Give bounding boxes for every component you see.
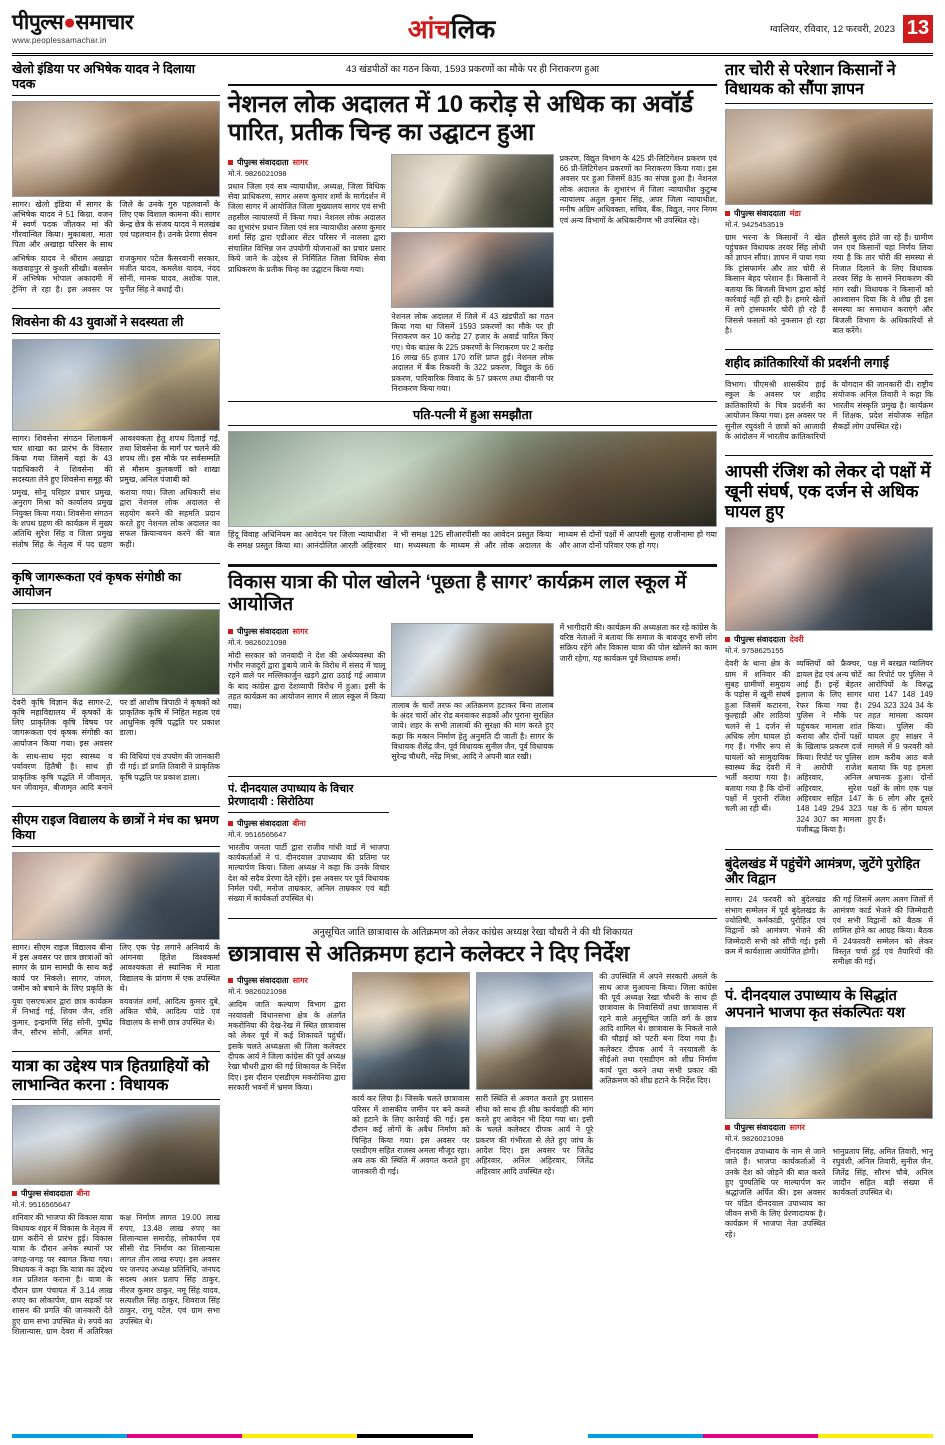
byline [228,818,389,829]
article-deendayal-yash [725,988,933,1240]
article-body-col1: देवरी के थाना क्षेत्र के ग्राम में शनिवार की सुबह ग्रामीणों समुदाय के पड़ोस में खूनी संघर्ष हुआ जिसमें कटारना, कुल्हाड़ी और लाठियां चलने से 1 दर्जन से अधिक लोग घायल हो गए हैं। गंभीर रूप से घायलों को सामुदायिक स्वास्थ्य केंद्र देवरी में भर्ती कराया गया है। बताया गया है कि दोनों पक्षों में पुरानी रंजिश चली आ रही थी। [725,659,791,814]
byline-label: पीपुल्स संवाददाता [237,818,289,828]
photo-athletes-podium [12,101,220,197]
article-headline: यात्रा का उद्देश्य पात्र हितग्राहियों को लाभान्वित करना : विधायक [12,1058,220,1100]
reporter-phone: मो.नं. 9826021098 [228,168,287,178]
article-kicker: अनुसूचित जाति छात्रावास के अतिक्रमण को लेकर कांग्रेस अध्यक्ष रेखा चौधरी ने की थी शिकायत [312,926,633,938]
article-shivsena [12,315,220,550]
article-body-col1: आदिम जाति कल्याण विभाग द्वारा नरयावली विधानसभा क्षेत्र के अंतर्गत मकरोनिया की देख-रेख में स्थित छात्रावास को लेकर पूर्व में कई शिकायतें पहुंचीं। इसके चलते अध्यक्षता श्री जिला कलेक्टर दीपक आर्य ने जिला कांग्रेस की पूर्व अध्यक्ष रेखा चौधरी द्वारा की गई शिकायत के निर्देश दिए। इस दौरान एसडीएम मकरोनिया द्वारा सरकारी भवनों में भ्रमण किया। [228,1000,346,1093]
article-headline: शिवसेना की 43 युवाओं ने सदस्यता ली [12,315,220,334]
photo-farmers-seminar [12,609,220,695]
article-body-col3: सारी स्थिति से अवगत कराते हुए प्रशासन सीधा को साथ ही शीघ्र कार्यवाही की मांग करते हुए आवेदन भी दिया गया था। इसी के चलते कलेक्टर दीपक आर्य ने पूरे प्रकरण की गंभीरता से लेते हुए जांच के आदेश दिए। इस अवसर पर जितेंद्र अहिरवार, अनिल अहिरवार, जितेंद्र अहिरवार आदि उपस्थित रहे। [475,1094,594,1176]
byline [228,157,385,168]
divider [228,564,717,567]
byline-city: सागर [292,626,308,636]
page-content-grid [12,62,933,1430]
article-body-col2: हौसले बुलंद होते जा रहे हैं। ग्रामीण जन एवं किसानों यहां निर्णय लिया गया है कि तार चोरी की समस्या से निजात दिलाने के लिए विधायक तरवर सिंह के सामने निराकरण की मांग रखी। विधायक ने किसानों को आश्वासन दिया कि वे शीघ्र ही इस समस्या का समाधान कराएंगे और बिजली विभाग के अधिकारियों से बात करेंगे। [832,232,933,335]
divider [228,401,717,402]
article-cm-rise-school [12,813,220,1038]
byline-bullet-icon [228,821,233,826]
article-headline: पं. दीनदयाल उपाध्याय के सिद्धांत अपनाने भाजपा कृत संकल्पितः यश [725,987,905,1021]
photo-hospital-injured [725,527,933,631]
divider [725,849,933,850]
article-poochta-hai-sagar [228,572,717,763]
byline [228,975,346,986]
byline-label: पीपुल्स संवाददाता [237,157,289,167]
article-chhatravas-atikraman [228,925,717,1177]
masthead [12,10,933,56]
divider [12,308,220,309]
photo-bjp-workers [725,1027,933,1119]
article-caption: सागर। शिवसेना संगठन शिलाकर्म चार शाखा का प्रारंभ के विस्तार किया गया जिसमें यहां के 43 पदाधिकारी ने शिवसेना की सदस्यता लेने हुए शिवसेना समूह की आवश्यकता हेतु शपथ दिलाई गई, तथा शिवसेना के मार्ग पर चलने की शपथ ली। इस मौके पर सर्वसम्मति से मौसम कुलकर्णी को शाखा प्रमुख, अनिल पंजाबी को [12,433,220,484]
article-body: शनिवार की भाजपा की विकास यात्रा विधायक शहर में विकास के नेतृत्व में ग्राम करीने से प्रारंभ हुई। विकास यात्रा के दौरान अनेक स्थानों पर जगह-जगह पर स्वागत किया गया। विधायक ने कहा कि यात्रा का उद्देश्य शत प्रतिशत कराना है। यात्रा के दौरान ग्राम पंचायत में 3.14 लाख रुपए का लोकार्पण, ग्राम सड़कों पर शासन की प्रगति की जानकारी देते हुए ग्राम सभा उपस्थित थे। रुपये का शिलान्यास, ग्राम देवरा में अतिरिक्त कक्ष निर्माण लागत 19.00 लाख रुपए, 13.48 लाख रुपए का शिलान्यास समारोह, लोकार्पण एवं सीसी रोड निर्माण का शिलान्यास लागत तीन लाख रुपए। इस अवसर पर जनपद अध्यक्ष प्रतिनिधि, जनपद सदस्य अशर प्रताप सिंह ठाकुर, नीरज कुमार ठाकुर, नमू सिंह यादव, सत्यशील सिंह ठाकुर, शिवराज सिंह ठाकुर, रामू पटेल, एवं ग्राम सभा उपस्थित थे। [12,1213,220,1337]
photo-hostel-encroachment [352,972,470,1090]
divider [12,806,220,807]
divider [725,349,933,350]
lead-col-right [560,154,717,395]
article-body: के साथ-साथ मृदा स्वास्थ्य व पर्यावरण हितैषी है। साथ ही प्राकृतिक कृषि पद्धति में जीवामृत, घन जीवामृत, बीजामृत आदि बनाने की विधियां एवं उपयोग की जानकारी दी गई। डॉ प्रगति तिवारी ने प्राकृतिक कृषि पद्धति पर प्रकाश डाला। [12,751,220,792]
divider [725,981,933,982]
reporter-phone: मो.नं. 9826021098 [228,637,287,647]
left-column [12,62,220,1430]
byline-city: सागर [292,157,308,167]
page-number: 13 [903,15,933,43]
logo-dot: ● [63,11,76,34]
divider [228,918,717,919]
article-body: प्रमुख, सोनू परिहार प्रचार प्रमुख, अनुराग मिश्रा को कार्यालय प्रमुख नियुक्त किया गया। शिवसेना संगठन के शपथ ग्रहण की कार्यक्रम में मुख्य अतिथि सुरेश सिंह व जिला प्रमुख संतोष सिंह के नेतृत्व में पद ग्रहण कराया गया। जिला अधिकारी संध द्वारा नेशनल लोक अदालत से सहयोग करने की सहमति प्रदान करते हुए नेशनल लोक अदालत का सफल क्रियान्वयन करने की बात कही। [12,488,220,549]
publication-url[interactable]: www.peoplessamachar.in [12,36,107,45]
photo-students-visit [12,852,220,940]
lead-body-col3: प्रकरण, विद्युत विभाग के 425 प्री-लिटिगेशन प्रकरण एवं 66 प्री-लिटिगेशन प्रकरणों का निराकरण किया गया। इस अवसर पर हुआ जिसमें 835 का संपन्न हुआ है। नेशनल लोक अदालत के शुभारंभ में जिला न्यायाधीश कुटुम्ब न्यायालय अतुल कुमार सिंह, अपर जिला न्यायाधीश, मनीष अग्रिम अधिवक्ता, सचिव, बैंक, विद्युत, नगर निगम एवं अन्य विभागों के अधिकारीगण भी उपस्थित रहे। [559,153,717,225]
photo-lok-adalat-emblem [391,232,553,308]
article-body-col1: सागर। 24 फरवरी को बुंदेलखंड संभाग सम्मेलन में पूर्व बुंदेलखंड के ज्योतिषी, कर्मकांडी, पुरोहित एवं विद्वानों को आमंत्रण भेजने की जिम्मेदारी सभी को सौंपी गई। इसी क्रम में कार्यशाला आयोजित होगी। [725,895,826,956]
lead-col-left [228,154,385,395]
article-yatra-uddeshya [12,1058,220,1337]
article-body: युवा एसएचआर द्वारा छात्र कार्यक्रम में निभाई गई, शिवम जैन, शशि कुमार, इन्द्रमणि सिंह सोनी, पुष्पेंद्र जैन, सौरभ सोनी, अमित शर्मा, वयवजंत शर्मा, आदित्य कुमार दुबे, अंकित चौबे, आदित्य पांडे एवं विद्यालय के सभी छात्र उपस्थित थे। [12,996,220,1038]
article-headline: कृषि जागरूकता एवं कृषक संगोष्ठी का आयोजन [12,570,220,604]
byline-label: पीपुल्स संवाददाता [734,208,786,218]
byline [725,1122,933,1133]
article-headline: पति-पत्नी में हुआ समझौता [228,408,717,427]
byline-label: पीपुल्स संवाददाता [734,1122,786,1132]
photo-inauguration-ribbon [391,154,553,228]
byline-bullet-icon [725,637,730,642]
article-headline: खेलो इंडिया पर अभिषेक यादव ने दिलाया पदक [12,62,220,96]
reporter-phone: मो.नं. 9826021098 [725,1133,784,1143]
article-body-col1: मोदी सरकार को जनवादी ने देश की अर्थव्यवस्था की गंभीर मजदूरों द्वारा डुबाये जाने के विरोध में संसद में चालू रहने वाले पर मल्लिकार्जुन खड़गे द्वारा उठाई गई आवाज के बाद कांग्रेस द्वारा देशव्यापी विरोध में हुआ। इसी के तहत कार्यक्रम का आयोजन सागर में लाल स्कूल में किया गया। [228,650,386,712]
lead-col-photos [391,154,553,395]
logo-main: पीपुल्स [12,11,64,34]
lead-body-col1: प्रधान जिला एवं सत्र न्यायाधीश, अध्यक्ष, जिला विधिक सेवा प्राधिकरण, सागर अरुण कुमार शर्मा के मार्गदर्शन में जिला सागर में आयोजित जिला मुख्यालय सागर एवं सभी तहसील न्यायालयों में किया गया। नेशनल लोक अदालत का शुभारंभ प्रधान जिला एवं सत्र न्यायाधीश अरुण कुमार शर्मा सिंह द्वारा एडीआर सेंटर परिसर में नालसा द्वारा संचालित विभिन्न जन उपयोगी योजनाओं का प्रचार प्रसार किये जाने के उद्देश्य से निर्मितित जिला विधिक सेवा प्राधिकरण के प्रतीक चिन्ह का उद्घाटन किया गया। [228,181,386,274]
reporter-phone: मो.नं. 9425453519 [725,219,784,229]
reporter-phone: मो.नं. 9516565647 [12,1200,71,1210]
article-body-col3: पक्ष में बरखत ग्वालियर का रिपोर्ट पर पुलिस ने आरोपियों के विरुद्ध धारा 147 148 149 294 323 324 34 के तहत मामला कायम किया। पुलिस की घायल हुए साक्षर ने मामले में 9 फरवरी को शाम करीब आठ बजे बताया कि यह हमला अचानक हुआ। दोनों पक्षों के लोग एक पक्ष के 6 लोग और दूसरे पक्ष के 6 लोग घायल हुए हैं। [867,659,933,824]
reporter-phone: मो.नं. 9826021098 [228,987,287,997]
article-caption: सागर। सीएम राइज विद्यालय बीना में इस अवसर पर छात्र छात्राओं को सागर के ग्राम सामग्री के साथ कई कार्य पर निकले। सागर, जंगल, जमीन को बचाने के लिए प्रकृति के लिए एक पेड़ लगाने अनिवार्य के आंगनवा हितेश विश्वकर्मा आवश्यकता से स्थानिक में माता विद्यालय के प्रांगण में एक उपस्थित थे। [12,942,220,993]
byline-bullet-icon [228,629,233,634]
article-body-col2: तालाब के चारों तरफ का अतिक्रमण हटाकर बिना तालाब के अंदर चारों ओर रोड बनवाकर सड़कों और पुराना सुरक्षित जाये। शहर के सभी तालाबों की सुरक्षा की मांग करते हुए कहा कि मकान निर्माण हेतु अनुमति दी जाती है। सागर के विधायक शैलेंद्र जैन, पूर्व विधायक सुनील जैन, पूर्व विधायक सुरेन्द्र चौधरी, नरेंद्र मिश्रा, आदि ने अपनी बात रखी। [391,700,554,762]
photo-farmers-memorandum [725,109,933,205]
article-body-col2: कार्य कर लिया है। जिसके चलते छात्रावास परिसर में शासकीय जमीन पर बने कब्जे को हटाने के लिए कार्रवाई की गई। इस दौरान कई लोगों के अवैध निर्माण को चिन्हित किया गया। इस अवसर पर एसडीएम सहित राजस्व अमला मौजूद रहा। अब तक की स्थिति में अवगत कराते हुए जानकारी दी गई। [351,1094,470,1176]
byline [12,1188,220,1199]
article-bundelkhand-aamantran [725,856,933,968]
byline-city: मंडा [789,208,801,218]
article-headline: छात्रावास से अतिक्रमण हटाने कलेक्टर ने दिए निर्देश [228,940,630,966]
photo-hostel-site-visit [476,972,594,1090]
byline-bullet-icon [228,160,233,165]
article-body-col2: भानुप्रताप सिंह, अमित तिवारी, भानु रघुवंशी, अनिल तिवारी, सुनील जैन, जितेंद्र सिंह, सौरभ चौबे, अनिल जादौन सहित बड़ी संख्या में कार्यकर्ता उपस्थित थे। [832,1146,933,1198]
article-deendayal-sirothiya [228,783,389,905]
lead-headline: नेशनल लोक अदालत में 10 करोड़ से अधिक का अवॉर्ड पारित, प्रतीक चिन्ह का उद्घाटन हुआ [228,91,694,146]
article-caption: देवरी कृषि विज्ञान केंद्र सागर-2, कृषि महाविद्यालय में कृषकों के लिए प्राकृतिक कृषि विषय पर जागरूकता एवं कृषक संगोष्ठी का आयोजन किया गया। इस अवसर पर डॉ आशीष त्रिपाठी ने कृषकों को प्राकृतिक कृषि में निहित महत्व एवं आधुनिक कृषि पद्धति पर प्रकाश डाला। [12,697,220,748]
article-headline: आपसी रंजिश को लेकर दो पक्षों में खूनी संघर्ष, एक दर्जन से अधिक घायल हुए [725,462,931,522]
byline [725,208,933,219]
byline-bullet-icon [725,211,730,216]
brand-part2: लिक [450,13,496,44]
publication-logo [12,12,133,33]
byline-label: पीपुल्स संवाददाता [237,626,289,636]
byline-bullet-icon [228,978,233,983]
divider [228,776,717,777]
section-brand [133,13,770,44]
article-headline: सीएम राइज विद्यालय के छात्रों ने मंच का भ्रमण किया [12,813,220,847]
photo-public-meeting [12,1105,220,1185]
byline-bullet-icon [725,1125,730,1130]
article-headline: शहीद क्रांतिकारियों की प्रदर्शनी लगाई [725,356,933,375]
byline [725,634,933,645]
lead-kicker: 43 खंडपीठों का गठन किया, 1593 प्रकरणों का मौके पर ही निराकरण हुआ [345,64,600,75]
article-body-col4: की उपस्थिति में अपने सरकारी अमले के साथ आज मुआयना किया। जिला कांग्रेस की पूर्व अध्यक्ष रेखा चौधरी के साथ ही छात्रावास के निवासियों तथा छात्रावास में रहने वाले अनुसूचित जाति वर्ग के छात्र आदि शामिल थे। छात्रावास के निकले नाले की चौड़ाई को पटरी बना दिया गया है। कलेक्टर दीपक आर्य ने नरयावली के सीईओ तथा एसडीएम को शीघ्र निर्माण कार्य पूरा करने तथा सभी प्रकार की अतिक्रमण को शीघ्र हटाने के निर्देश दिए। [599,972,717,1085]
photo-couple-settlement [228,431,717,527]
article-body: विभाग। पीएमश्री शासकीय हाई स्कूल के अवसर पर शहीद क्रांतिकारियों के चित्र प्रदर्शनी का आयोजन किया गया। इस अवसर पर सुनील रघुवंशी ने छात्रों को आजादी के आंदोलन में भारतीय क्रांतिकारियों के योगदान की जानकारी दी। राष्ट्रीय संयोजक अनिल तिवारी ने कहा कि भारतीय संस्कृति प्रमुख है। कार्यक्रम में शिक्षक, प्रदेश संयोजक सहित सैकड़ों लोग उपस्थित रहे। [725,380,933,441]
article-body-col2: की गई जिसमें अलग अलग जिलों में आमंत्रण कार्ड भेजने की जिम्मेदारी एवं सभी विद्वानों को बैठक में शामिल होने का आग्रह किया। बैठक में 24फरवरी सम्मेलन को लेकर विस्तृत चर्चा हुई एवं तैयारियों की समीक्षा की गई। [832,895,933,967]
article-body: भारतीय जनता पार्टी द्वारा राजीव गांधी वार्ड में भाजपा कार्यकर्ताओं ने पं. दीनदयाल उपाध्याय की प्रतिमा पर माल्यार्पण किया। जिला अध्यक्ष ने कहा कि उनके विचार देश को सदैव प्रेरणा देते रहेंगे। इस अवसर पर पूर्व विधायक निर्मल पंथी, मनोज ताम्रकार, अनिल ताम्रकार एवं बड़ी संख्या में कार्यकर्ता उपस्थित थे। [228,842,390,904]
masthead-left [12,12,133,45]
masthead-right [770,15,933,43]
article-taar-chori-kisaan [725,62,933,336]
article-caption: सागर। खेलो इंडिया में सागर के अभिषेक यादव ने 51 किग्रा. वजन में स्वर्ण पदक जीतकर मां की गौरवान्वित किया। मुकाबला, माता पिता और अखाड़ा परिसर के साथ जिले के उनके गुरु पहलवानों के लिए एक विशाल कामना की। सागर केन्द्र छेत्र के संजय यादव ने मलखंब एवं पहलवान है। उनके प्रेरणा सेवन [12,199,220,250]
byline-city: देवरी [789,635,804,645]
byline-city: बीना [76,1189,90,1199]
byline-label: पीपुल्स संवाददाता [237,976,289,986]
reporter-phone: मो.नं. 9758625155 [725,646,784,656]
byline-label: पीपुल्स संवाददाता [21,1189,73,1199]
article-body-col1: दीनदयाल उपाध्याय के नाम से जाने जाते हैं। भाजपा कार्यकर्ताओं ने उनके देश को जोड़ने की बात करते हुए पुण्यतिथि पर माल्यार्पण कर श्रद्धांजलि अर्पित की। इस अवसर पर पंडित दीनदयाल उपाध्याय का जीवन सभी के लिए प्रेरणादायक है। कार्यक्रम में भाजपा नेता उपस्थित रहे। [725,1146,826,1239]
brand-part1: आंच [407,13,451,44]
article-shahid-pradarshani [725,356,933,442]
byline [228,626,385,637]
article-khooni-sangharsh [725,462,933,835]
article-body-col1: ग्राम भरना के किसानों ने खेत पहुंचकर विधायक तरवर सिंह लोधी को ज्ञापन सौंपा। ज्ञापन में पाया गया कि ट्रांसफार्मर और तार चोरी से किसान बेहद परेशान हैं। किसानों ने बताया कि बिजली विभाग द्वारा कोई कार्रवाई नहीं हो रही है। हमारे खेतों में लगे ट्रांसफार्मर चोरी हो रहे हैं जिससे फसलों को नुकसान हो रहा है। [725,232,826,335]
byline-city: बीना [292,818,306,828]
divider [228,84,717,86]
article-body: अभिषेक यादव ने श्रीराम अखाड़ा कछवाहपुर से कुश्ती सीखी। बलसेन में अभिषेक भोपाल अकादमी में ट्रेनिंग ले रहा है। इस अवसर पर राजकुमार पटेल कैसरवानी सरकार, मंजीत यादव, कमलेश यादव, नंदद सोनी, मानक यादव, अशोक पाल, पुनीत सिंह ने बधाई दी। [12,253,220,294]
center-column [228,62,717,1430]
logo-sub: समाचार [75,11,133,34]
byline-bullet-icon [12,1191,17,1196]
photo-shivsena-meeting [12,339,220,431]
edition-date: ग्वालियर, रविवार, 12 फरवरी, 2023 [770,24,895,35]
divider [725,455,933,456]
article-khelo-india [12,62,220,295]
article-headline: विकास यात्रा की पोल खोलने ‘पूछता है सागर’ कार्यक्रम लाल स्कूल में आयोजित [228,571,687,616]
byline-label: पीपुल्स संवाददाता [734,635,786,645]
lead-article-row [228,154,717,395]
divider [12,563,220,564]
article-headline: बुंदेलखंड में पहुंचेंगे आमंत्रण, जुटेंगे पुरोहित और विद्वान [725,856,933,891]
article-caption: हिंदू विवाह अधिनियम का आवेदन पर जिला न्यायाधीश के समक्ष प्रस्तुत किया था। आनंदोलित आरती अहिरवार ने भी समक्ष 125 सीआरपीसी का आवेदन प्रस्तुत किया था। मध्यस्थता के माध्यम से और लोक अदालत के माध्यम से दोनों पक्षों में आपसी सुलह राजीनामा हो गया और आज दोनों परिवार एक हो गए। [228,530,717,550]
article-pati-patni-samjhauta [228,408,717,551]
lead-body-col2: नेशनल लोक अदालत में जिले में 43 खंडपीठों का गठन किया गया था जिसमें 1593 प्रकरणों का मौके पर ही निराकरण कर 10 करोड़ 27 हजार के अवार्ड पारित किए गए। चेक बाउंस के 225 प्रकरणों के निराकरण पर 2 करोड़ 16 लाख 65 हजार 170 राशि प्राप्त हुई। नेशनल लोक अदालत में बैंक रिकवरी के 322 प्रकरण, विद्युत के 66 प्रकरण, पारिवारिक विवाद के 57 प्रकरण तथा दीवानी पर निराकरण किया गया। [391,311,554,394]
article-krishi-sangoshthi [12,570,220,793]
photo-congress-meeting [391,623,553,697]
byline-city: सागर [292,976,308,986]
article-body-col2: व्यक्तियों को फ्रैक्चर, डायल हेड एवं अन्य चोटें आई हैं। इन्हें बेहतर इलाज के लिए सागर रेफर किया गया है। पुलिस ने मौके पर पहुंचकर मामला शांत कराया और दोनों पक्षों के खिलाफ प्रकरण दर्ज किया। रिपोर्ट पर पुलिस ने आरोपी राजेश अहिरवार, अनिल अहिरवार, सुरेश अहिरवार सहित 147 148 149 294 323 324 307 का मामला पंजीबद्ध किया है। [796,659,862,835]
article-body-col3: में भागीदारी की। कार्यक्रम की अध्यक्षता कर रहे कांग्रेस के वरिष्ठ नेताओं ने बताया कि समाज के बावजूद सभी लोग सक्रिय रहेंगे और विकास यात्रा की पोल खोलने का काम जारी रहेगा, यह कार्यक्रम पूर्व विधायक शर्मा। [559,622,717,663]
right-column [725,62,933,1430]
byline-city: सागर [789,1122,805,1132]
article-headline: पं. दीनदयाल उपाध्याय के विचार प्रेरणादायी : सिरोठिया [228,783,389,813]
divider [12,1051,220,1052]
color-registration-bar [12,1434,933,1438]
article-headline: तार चोरी से परेशान किसानों ने विधायक को सौंपा ज्ञापन [725,62,933,104]
reporter-phone: मो.नं. 9516565647 [228,829,287,839]
